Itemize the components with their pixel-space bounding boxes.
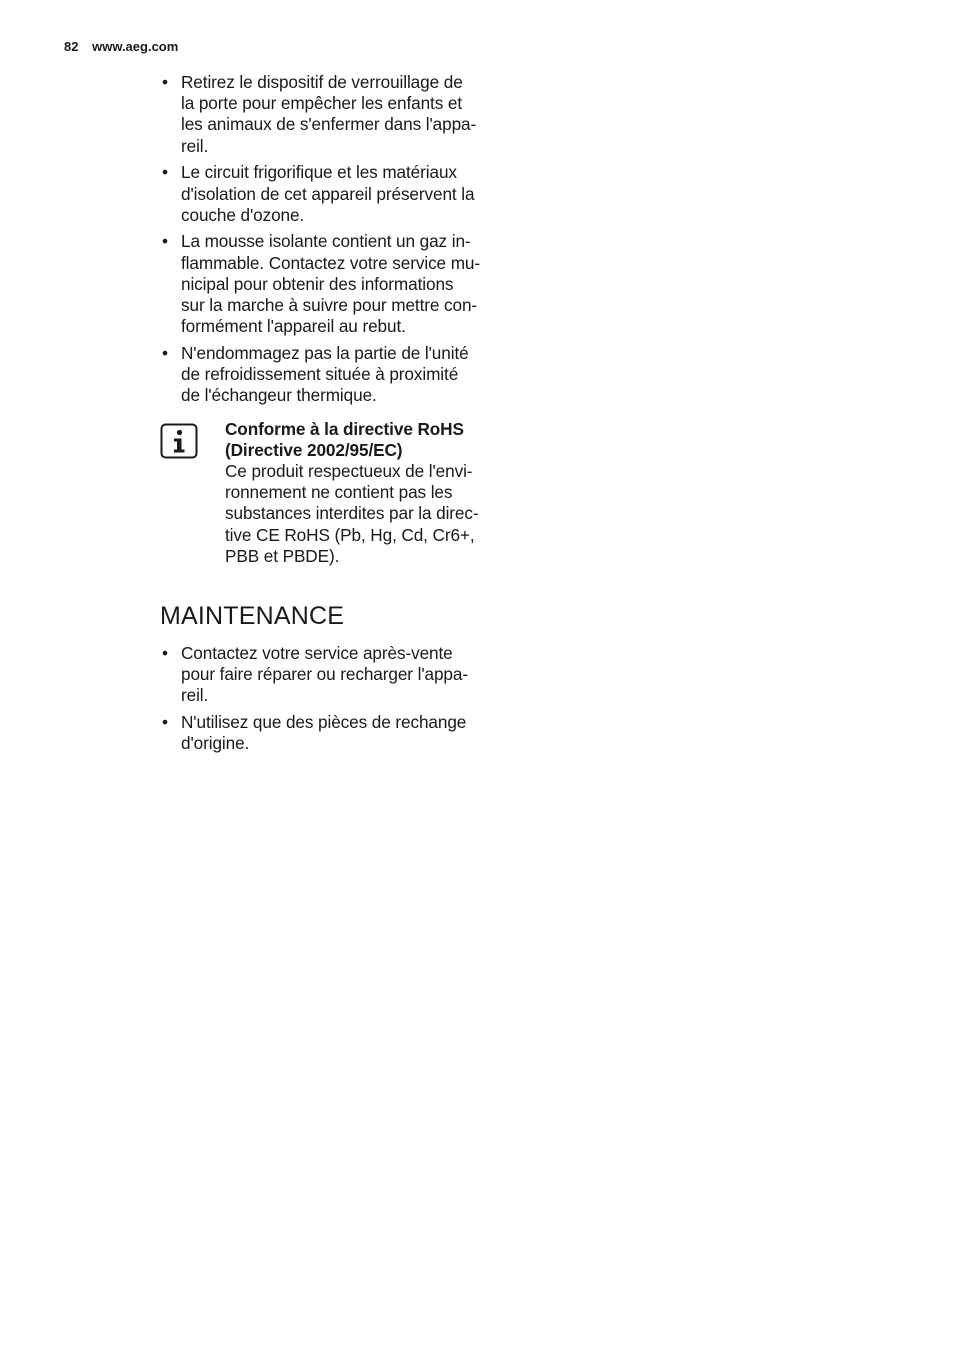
list-item-line: de refroidissement située à proximité — [181, 364, 459, 385]
list-item-line: couche d'ozone. — [181, 204, 305, 225]
rohs-note-title: Conforme à la directive RoHS — [225, 418, 464, 439]
bullet-icon: • — [162, 162, 168, 183]
list-item-line: nicipal pour obtenir des informations — [181, 273, 454, 294]
list-item-line: d'isolation de cet appareil préservent la — [181, 183, 475, 204]
rohs-info-box — [160, 419, 520, 579]
rohs-note-body: PBB et PBDE). — [225, 545, 340, 566]
bullet-icon: • — [162, 72, 168, 92]
list-item-line: Retirez le dispositif de verrouillage de — [181, 72, 463, 92]
disposal-list — [160, 72, 520, 407]
list-item-line: flammable. Contactez votre service mu- — [181, 252, 480, 273]
list-item-line: sur la marche à suivre pour mettre con- — [181, 295, 478, 316]
rohs-note-body: tive CE RoHS (Pb, Hg, Cd, Cr6+, — [225, 524, 475, 545]
rohs-note-text — [225, 419, 525, 567]
list-item-line: La mousse isolante contient un gaz in- — [181, 231, 471, 252]
list-item-line: Contactez votre service après-vente — [181, 642, 453, 663]
rohs-note-body: ronnement ne contient pas les — [225, 482, 453, 503]
bullet-icon: • — [162, 342, 168, 363]
list-item-line: la porte pour empêcher les enfants et — [181, 93, 463, 114]
list-item-line: N'utilisez que des pièces de rechange — [181, 711, 467, 732]
list-item-line: formément l'appareil au rebut. — [181, 316, 406, 337]
list-item — [160, 231, 520, 337]
list-item — [160, 162, 520, 226]
list-item-line: reil. — [181, 684, 209, 705]
list-item-line: Le circuit frigorifique et les matériaux — [181, 162, 457, 183]
bullet-icon: • — [162, 231, 168, 252]
list-item-line: reil. — [181, 135, 209, 156]
list-item — [160, 643, 520, 707]
bullet-icon: • — [162, 711, 168, 732]
content-column — [160, 72, 520, 760]
list-item-line: pour faire réparer ou recharger l'appa- — [181, 663, 468, 684]
list-item-line: les animaux de s'enfermer dans l'appa- — [181, 114, 477, 135]
list-item-line: d'origine. — [181, 732, 250, 753]
page-header — [64, 38, 178, 56]
page-number: 82 — [64, 39, 79, 54]
list-item-line: de l'échangeur thermique. — [181, 385, 377, 406]
list-item — [160, 712, 520, 754]
maintenance-list — [160, 643, 520, 755]
list-item — [160, 343, 520, 407]
rohs-note-title: (Directive 2002/95/EC) — [225, 439, 403, 460]
website-url: www.aeg.com — [92, 39, 179, 54]
list-item — [160, 72, 520, 157]
list-item-line: N'endommagez pas la partie de l'unité — [181, 342, 469, 363]
maintenance-heading: MAINTENANCE — [160, 601, 345, 630]
bullet-icon: • — [162, 642, 168, 663]
info-icon — [160, 423, 198, 459]
rohs-note-body: Ce produit respectueux de l'envi- — [225, 460, 473, 481]
rohs-note-body: substances interdites par la direc- — [225, 503, 479, 524]
